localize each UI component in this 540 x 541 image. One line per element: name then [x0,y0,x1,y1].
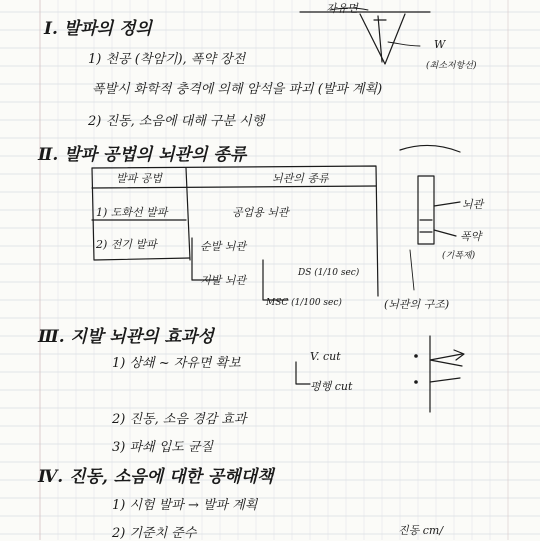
table-col1-header: 발파 공법 [116,172,163,185]
table-row2-method: 2) 전기 발파 [96,238,157,251]
table-row1-method: 1) 도화선 발파 [96,206,168,219]
section-3-parallel-cut: 평행 cut [310,380,353,393]
side-detonator-label: 뇌관 [462,198,484,211]
table-row1-detonator: 공업용 뇌관 [232,206,289,219]
section-4-item2: 2) 기준치 준수 [112,526,197,541]
section-1-item2: 2) 진동, 소음에 대해 구분 시행 [88,114,265,129]
section-4-corner-note: 진동 cm/ [398,524,444,537]
table-msc-label: MSC (1/100 sec) [266,298,342,308]
section-3-item3: 3) 파쇄 입도 균질 [112,440,214,455]
section-3-branch-bracket [292,360,312,390]
free-face-label: 자유면 [326,2,358,15]
section-3-heading: Ⅲ. 지발 뇌관의 효과성 [38,327,214,347]
detonator-sketch [390,140,510,310]
table-ds-label: DS (1/10 sec) [298,268,360,278]
side-structure-label: (뇌관의 구조) [384,298,450,311]
section-3-item1: 1) 상쇄 ~ 자유면 확보 [112,356,241,371]
section-3-item2: 2) 진동, 소음 경감 효과 [112,412,247,427]
section-1-item1-line2: 폭발시 화학적 충격에 의해 암석을 파괴 (발파 계획) [92,82,383,97]
side-explosive-label: 폭약 [460,230,482,243]
section-4-item1: 1) 시험 발파 → 발파 계획 [112,498,258,513]
free-face-diagram [290,0,520,80]
section-2-heading: Ⅱ. 발파 공법의 뇌관의 종류 [38,145,247,165]
side-explosive-note: (기폭제) [442,251,476,261]
section-4-heading: Ⅳ. 진동, 소음에 대한 공해대책 [38,467,274,487]
w-label: W [434,38,446,51]
cut-sketch [400,330,480,420]
table-row2-detonator-a: 순발 뇌관 [200,240,247,253]
section-1-item1-line1: 1) 천공 (착암기), 폭약 장전 [88,52,246,67]
section-3-vcut: V. cut [310,350,341,363]
w-note-label: (최소저항선) [426,61,477,71]
section-1-heading: Ⅰ. 발파의 정의 [44,19,152,39]
table-col2-header: 뇌관의 종류 [272,172,329,185]
table-row2-detonator-b: 지발 뇌관 [200,274,247,287]
